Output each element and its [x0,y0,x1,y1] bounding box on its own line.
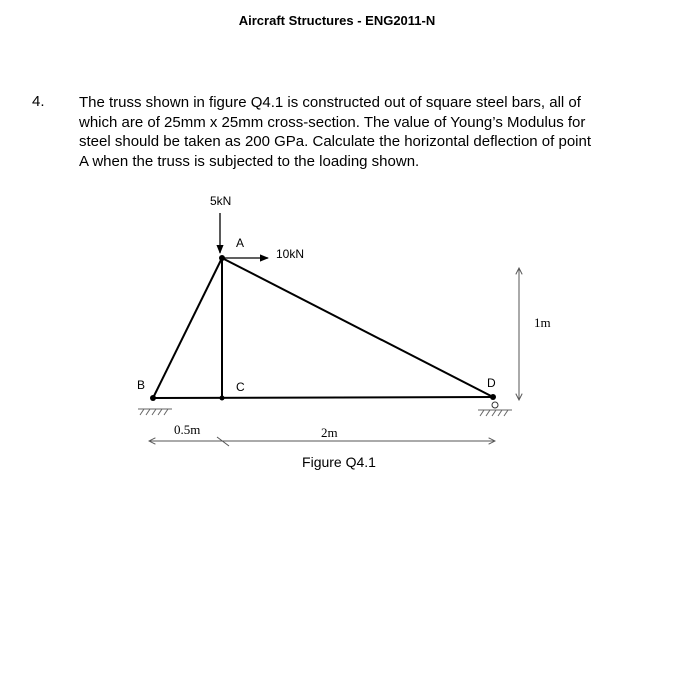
question-line-3: steel should be taken as 200 GPa. Calculate the horizontal deflection of point [79,133,591,150]
pin-support-b [138,409,172,415]
node-c-label: C [236,380,245,394]
height-dimension-label: 1m [534,315,551,330]
node-d-label: D [487,376,496,390]
figure-caption: Figure Q4.1 [302,454,376,470]
truss-members [153,258,493,398]
horizontal-load-label: 10kN [276,247,305,261]
member-bd [153,397,493,398]
member-ad [222,258,493,397]
vertical-load-label: 5kN [210,194,232,208]
question-line-4: A when the truss is subjected to the loading shown. [79,152,420,170]
node-b-label: B [137,378,146,392]
member-ab [153,258,222,398]
question-line-1: The truss shown in figure Q4.1 is constructed out of square steel bars, all of [79,94,581,111]
document-header: Aircraft Structures - ENG2011-N [238,13,436,28]
node-a-label: A [236,236,245,250]
left-dimension-label: 0.5m [174,422,201,437]
question-line-2: which are of 25mm x 25mm cross-section. The value of Young’s Modulus for [79,113,586,131]
joint-b [150,395,156,401]
joint-d [490,394,496,400]
question-number: 4. [32,93,45,110]
joint-c [220,396,225,401]
bottom-dimension-label: 2m [321,425,338,440]
roller-support-d [478,402,512,416]
